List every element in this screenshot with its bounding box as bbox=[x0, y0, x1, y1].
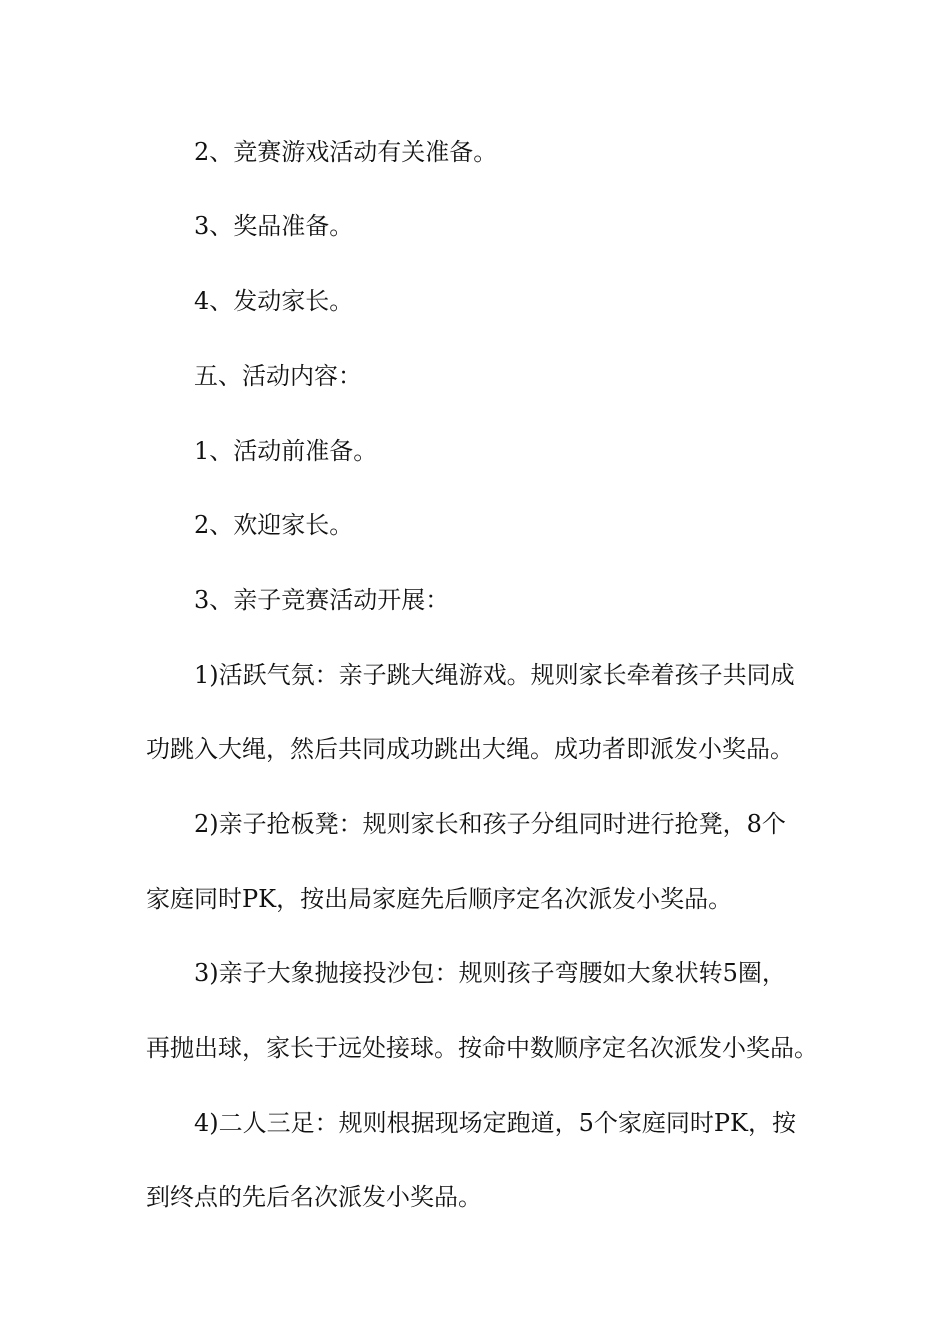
paragraph-4-line-1: 4)二人三足：规则根据现场定跑道，5个家庭同时PK，按 bbox=[194, 1109, 796, 1137]
text-line-pre-activity: 1、活动前准备。 bbox=[194, 437, 378, 465]
paragraph-3-line-2: 再抛出球，家长于远处接球。按命中数顺序定名次派发小奖品。 bbox=[146, 1034, 818, 1062]
section-heading-activity-content: 五、活动内容： bbox=[194, 362, 362, 390]
paragraph-1-line-2: 功跳入大绳，然后共同成功跳出大绳。成功者即派发小奖品。 bbox=[146, 735, 794, 763]
text-line-competition-start: 3、亲子竞赛活动开展： bbox=[194, 586, 450, 614]
text-line-welcome-parents: 2、欢迎家长。 bbox=[194, 511, 354, 539]
text-line-prep-games: 2、竞赛游戏活动有关准备。 bbox=[194, 138, 498, 166]
paragraph-4-line-2: 到终点的先后名次派发小奖品。 bbox=[146, 1183, 482, 1211]
text-line-mobilize-parents: 4、发动家长。 bbox=[194, 287, 354, 315]
paragraph-2-line-1: 2)亲子抢板凳：规则家长和孩子分组同时进行抢凳，8个 bbox=[194, 810, 786, 838]
paragraph-3-line-1: 3)亲子大象抛接投沙包：规则孩子弯腰如大象状转5圈， bbox=[194, 959, 786, 987]
text-line-prep-prizes: 3、奖品准备。 bbox=[194, 212, 354, 240]
paragraph-2-line-2: 家庭同时PK，按出局家庭先后顺序定名次派发小奖品。 bbox=[146, 885, 733, 913]
paragraph-1-line-1: 1)活跃气氛：亲子跳大绳游戏。规则家长牵着孩子共同成 bbox=[194, 661, 795, 689]
